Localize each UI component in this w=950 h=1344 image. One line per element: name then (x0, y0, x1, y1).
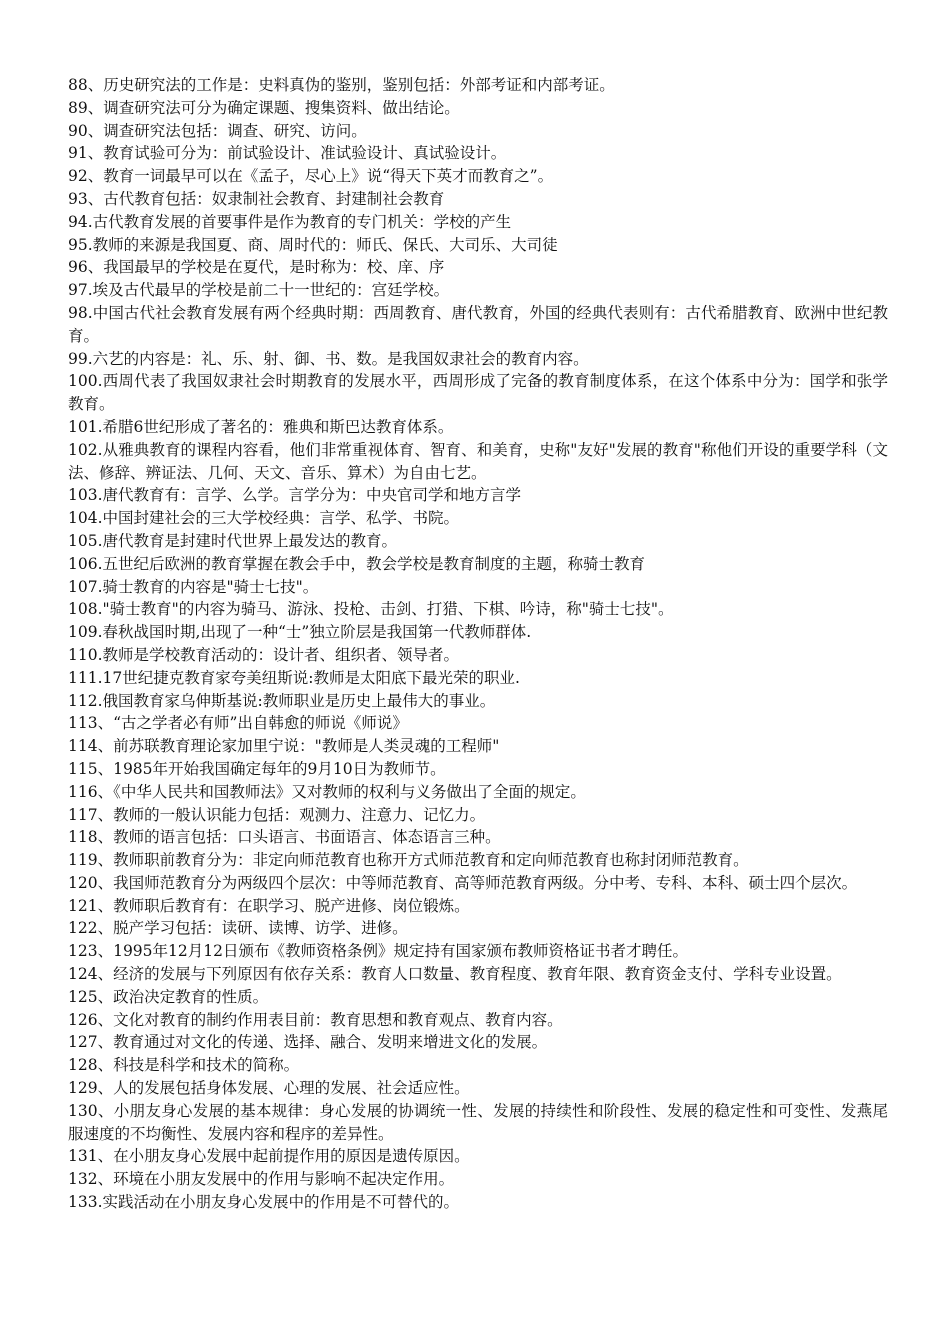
list-item: 130、小朋友身心发展的基本规律：身心发展的协调统一性、发展的持续性和阶段性、发展的稳定性和可变性、发燕尾服速度的不均衡性、发展内容和程序的差异性。 (68, 1101, 888, 1143)
list-item: 89、调查研究法可分为确定课题、搜集资料、做出结论。 (68, 98, 460, 117)
list-item: 124、经济的发展与下列原因有依存关系：教育人口数量、教育程度、教育年限、教育资金支付、学科专业设置。 (68, 965, 842, 984)
list-item: 120、我国师范教育分为两级四个层次：中等师范教育、高等师范教育两级。分中考、专科、本科、硕士四个层次。 (68, 873, 858, 892)
list-item: 96、我国最早的学校是在夏代，是时称为：校、庠、序 (68, 258, 445, 277)
list-item: 125、政治决定教育的性质。 (68, 987, 269, 1006)
list-item: 118、教师的语言包括：口头语言、书面语言、体态语言三种。 (68, 828, 501, 847)
list-item: 116、《中华人民共和国教师法》又对教师的权利与义务做出了全面的规定。 (68, 782, 586, 801)
list-item: 112.俄国教育家乌伸斯基说:教师职业是历史上最伟大的事业。 (68, 691, 496, 710)
document-page (68, 74, 888, 1214)
list-item: 132、环境在小朋友发展中的作用与影响不起决定作用。 (68, 1170, 455, 1189)
list-item: 110.教师是学校教育活动的：设计者、组织者、领导者。 (68, 645, 460, 664)
list-item: 101.希腊6世纪形成了著名的：雅典和斯巴达教育体系。 (68, 417, 454, 436)
list-item: 93、古代教育包括：奴隶制社会教育、封建制社会教育 (68, 189, 445, 208)
list-item: 90、调查研究法包括：调查、研究、访问。 (68, 121, 367, 140)
list-item: 92、教育一词最早可以在《孟子，尽心上》说“得天下英才而教育之”。 (68, 167, 554, 186)
list-item: 122、脱产学习包括：读研、读博、访学、进修。 (68, 919, 408, 938)
list-item: 126、文化对教育的制约作用表目前：教育思想和教育观点、教育内容。 (68, 1010, 563, 1029)
list-item: 95.教师的来源是我国夏、商、周时代的：师氏、保氏、大司乐、大司徒 (68, 235, 558, 254)
list-item: 111.17世纪捷克教育家夸美纽斯说:教师是太阳底下最光荣的职业. (68, 668, 520, 687)
list-item: 100.西周代表了我国奴隶社会时期教育的发展水平，西周形成了完备的教育制度体系，在这个体系中分为：国学和张学教育。 (68, 372, 888, 414)
list-item: 91、教育试验可分为：前试验设计、准试验设计、真试验设计。 (68, 144, 507, 163)
list-item: 88、历史研究法的工作是：史料真伪的鉴别，鉴别包括：外部考证和内部考证。 (68, 76, 615, 94)
list-item: 115、1985年开始我国确定每年的9月10日为教师节。 (68, 759, 446, 778)
list-item: 133.实践活动在小朋友身心发展中的作用是不可替代的。 (68, 1193, 460, 1212)
list-item: 128、科技是科学和技术的简称。 (68, 1056, 300, 1075)
list-item: 121、教师职后教育有：在职学习、脱产进修、岗位锻炼。 (68, 896, 470, 915)
list-item: 97.埃及古代最早的学校是前二十一世纪的：宫廷学校。 (68, 281, 450, 300)
list-item: 104.中国封建社会的三大学校经典：言学、私学、书院。 (68, 509, 460, 528)
list-item: 108."骑士教育"的内容为骑马、游泳、投枪、击剑、打猎、下棋、吟诗，称"骑士七技"。 (68, 600, 674, 619)
list-item: 99.六艺的内容是：礼、乐、射、御、书、数。是我国奴隶社会的教育内容。 (68, 349, 589, 368)
list-item: 127、教育通过对文化的传递、选择、融合、发明来增进文化的发展。 (68, 1033, 548, 1052)
list-item: 113、“古之学者必有师”出自韩愈的师说《师说》 (68, 714, 408, 733)
list-item: 114、前苏联教育理论家加里宁说："教师是人类灵魂的工程师" (68, 737, 500, 756)
list-item: 117、教师的一般认识能力包括：观测力、注意力、记忆力。 (68, 805, 486, 824)
list-item: 103.唐代教育有：言学、么学。言学分为：中央官司学和地方言学 (68, 486, 522, 505)
list-item: 107.骑士教育的内容是"骑士七技"。 (68, 577, 319, 596)
list-item: 109.春秋战国时期,出现了一种“士”独立阶层是我国第一代教师群体. (68, 623, 532, 642)
list-item: 123、1995年12月12日颁布《教师资格条例》规定持有国家颁布教师资格证书者才聘任。 (68, 942, 688, 961)
list-item: 98.中国古代社会教育发展有两个经典时期：西周教育、唐代教育，外国的经典代表则有：古代希腊教育、欧洲中世纪教育。 (68, 303, 888, 345)
list-item: 102.从雅典教育的课程内容看，他们非常重视体育、智育、和美育，史称"友好"发展的教育"称他们开设的重要学科（文法、修辞、辨证法、几何、天文、音乐、算术）为自由七艺。 (68, 440, 888, 482)
list-item: 106.五世纪后欧洲的教育掌握在教会手中，教会学校是教育制度的主题，称骑士教育 (68, 554, 646, 573)
list-item: 94.古代教育发展的首要事件是作为教育的专门机关：学校的产生 (68, 212, 512, 231)
list-item: 129、人的发展包括身体发展、心理的发展、社会适应性。 (68, 1079, 470, 1098)
list-item: 119、教师职前教育分为：非定向师范教育也称开方式师范教育和定向师范教育也称封闭师范教育。 (68, 851, 749, 870)
list-item: 105.唐代教育是封建时代世界上最发达的教育。 (68, 531, 398, 550)
list-item: 131、在小朋友身心发展中起前提作用的原因是遗传原因。 (68, 1147, 470, 1166)
